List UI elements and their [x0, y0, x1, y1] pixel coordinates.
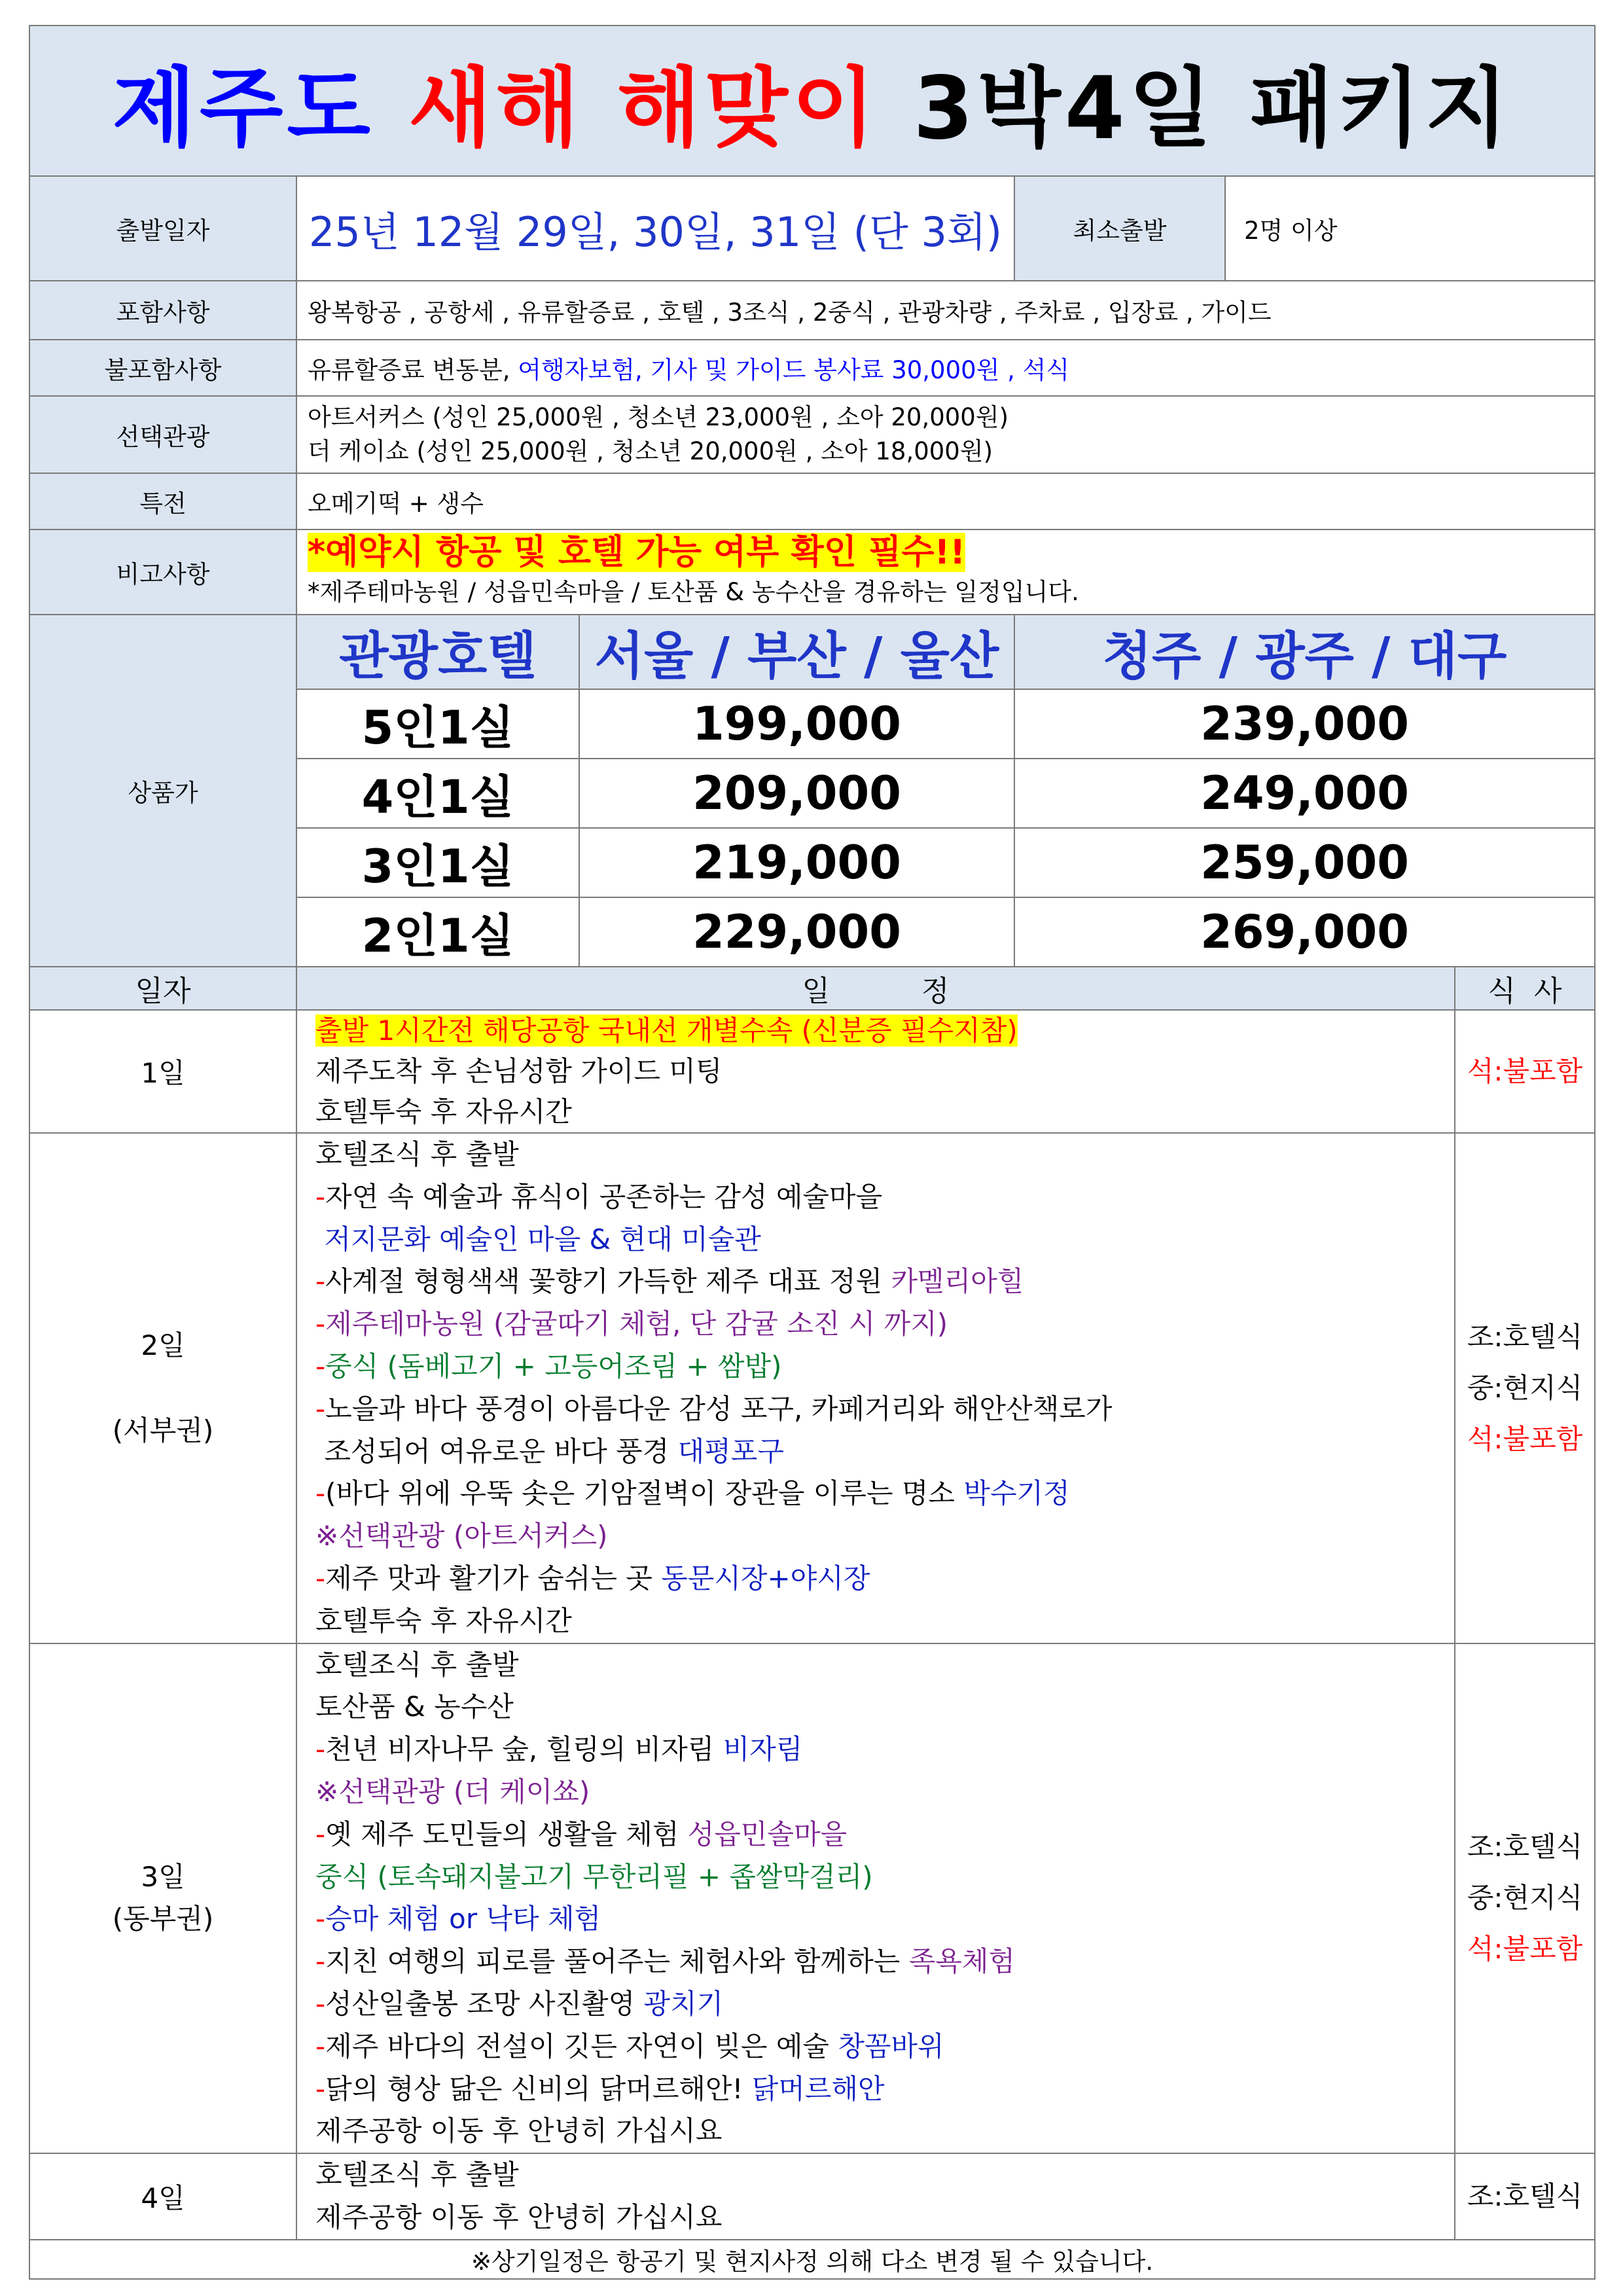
- day-meal: 석:불포함: [1455, 1010, 1595, 1133]
- day-label: 1일: [29, 1010, 296, 1133]
- remark-value: *예약시 항공 및 호텔 가능 여부 확인 필수!! *제주테마농원 / 성읍민속마을 / 토산품 & 농수산을 경유하는 일정입니다.: [296, 529, 1595, 615]
- day-label: 3일 (동부권): [29, 1643, 296, 2154]
- day-plan: 출발 1시간전 해당공항 국내선 개별수속 (신분증 필수지참) 제주도착 후 손님성함 가이드 미팅 호텔투숙 후 자유시간: [296, 1010, 1455, 1133]
- day-plan: 호텔조식 후 출발 토산품 & 농수산 -천년 비자나무 숲, 힐링의 비자림 비자림 ※선택관광 (더 케이쑈) -옛 제주 도민들의 생활을 체험 성읍민솔마을 중식 (토속돼지불고기 무한리필 + 좁쌀막걸리) -승마 체험 or 낙타 체험 -지친 여행의 피로를 풀어주는 체험사와 함께하는 족욕체험 -성산일출봉 조망 사진촬영 광치기 -제주 바다의 전설이 깃든 자연이 빚은 예술 창꼼바위 -닭의 형상 닮은 신비의 닭머르해안! 닭머르해안 제주공항 이동 후 안녕히 가십시요: [296, 1643, 1455, 2154]
- footer-note: ※상기일정은 항공기 및 현지사정 의해 다소 변경 될 수 있습니다.: [29, 2240, 1595, 2279]
- price-row: 4인1실 209,000 249,000: [29, 759, 1595, 828]
- benefit-label: 특전: [29, 473, 296, 529]
- day-meal: 조:호텔식 중:현지식 석:불포함: [1455, 1643, 1595, 2154]
- remark-warning: *예약시 항공 및 호텔 가능 여부 확인 필수!!: [308, 532, 966, 572]
- page-title: 제주도 새해 해맞이 3박4일 패키지: [29, 26, 1595, 176]
- price-head-region2: 청주 / 광주 / 대구: [1014, 615, 1595, 689]
- benefit-value: 오메기떡 + 생수: [296, 473, 1595, 529]
- price-row: 3인1실 219,000 259,000: [29, 828, 1595, 897]
- day-meal: 조:호텔식 중:현지식 석:불포함: [1455, 1133, 1595, 1643]
- price-row: 5인1실 199,000 239,000: [29, 689, 1595, 759]
- schedule-meal-header: 식 사: [1455, 967, 1595, 1010]
- schedule-day-2: [29, 1133, 1595, 1643]
- schedule-day-header: 일자: [29, 967, 296, 1010]
- option-tour-value: 아트서커스 (성인 25,000원 , 청소년 23,000원 , 소아 20,000원) 더 케이쇼 (성인 25,000원 , 청소년 20,000원 , 소아 18,000원): [296, 396, 1595, 473]
- min-departure-value: 2명 이상: [1225, 176, 1595, 281]
- day-meal: 조:호텔식: [1455, 2153, 1595, 2240]
- price-head-hotel: 관광호텔: [296, 615, 579, 689]
- itinerary-table: [29, 25, 1596, 2280]
- day-label: 2일 (서부권): [29, 1133, 296, 1643]
- option-tour-label: 선택관광: [29, 396, 296, 473]
- include-label: 포함사항: [29, 281, 296, 340]
- price-head-region1: 서울 / 부산 / 울산: [579, 615, 1014, 689]
- include-value: 왕복항공 , 공항세 , 유류할증료 , 호텔 , 3조식 , 2중식 , 관광차량 , 주차료 , 입장료 , 가이드: [296, 281, 1595, 340]
- schedule-plan-header: 일 정: [296, 967, 1455, 1010]
- price-row: 2인1실 229,000 269,000: [29, 897, 1595, 967]
- schedule-day-3: [29, 1643, 1595, 2154]
- departure-label: 출발일자: [29, 176, 296, 281]
- remark-label: 비고사항: [29, 529, 296, 615]
- min-departure-label: 최소출발: [1014, 176, 1225, 281]
- price-label: 상품가: [29, 615, 296, 967]
- exclude-label: 불포함사항: [29, 340, 296, 396]
- exclude-value: 유류할증료 변동분, 여행자보험, 기사 및 가이드 봉사료 30,000원 , 석식: [296, 340, 1595, 396]
- day-label: 4일: [29, 2153, 296, 2240]
- itinerary-document: [29, 25, 1594, 2276]
- day-plan: 호텔조식 후 출발 제주공항 이동 후 안녕히 가십시요: [296, 2153, 1455, 2240]
- schedule-day-1: [29, 1010, 1595, 1133]
- day-plan: 호텔조식 후 출발 -자연 속 예술과 휴식이 공존하는 감성 예술마을 저지문화 예술인 마을 & 현대 미술관 -사계절 형형색색 꽃향기 가득한 제주 대표 정원 카멜리아힐 -제주테마농원 (감귤따기 체험, 단 감귤 소진 시 까지) -중식 (돔베고기 + 고등어조림 + 쌈밥) -노을과 바다 풍경이 아름다운 감성 포구, 카페거리와 해안산책로가 조성되어 여유로운 바다 풍경 대평포구 -(바다 위에 우뚝 솟은 기암절벽이 장관을 이루는 명소 박수기정 ※선택관광 (아트서커스) -제주 맛과 활기가 숨쉬는 곳 동문시장+야시장 호텔투숙 후 자유시간: [296, 1133, 1455, 1643]
- departure-dates: 25년 12월 29일, 30일, 31일 (단 3회): [296, 176, 1014, 281]
- schedule-day-4: [29, 2153, 1595, 2240]
